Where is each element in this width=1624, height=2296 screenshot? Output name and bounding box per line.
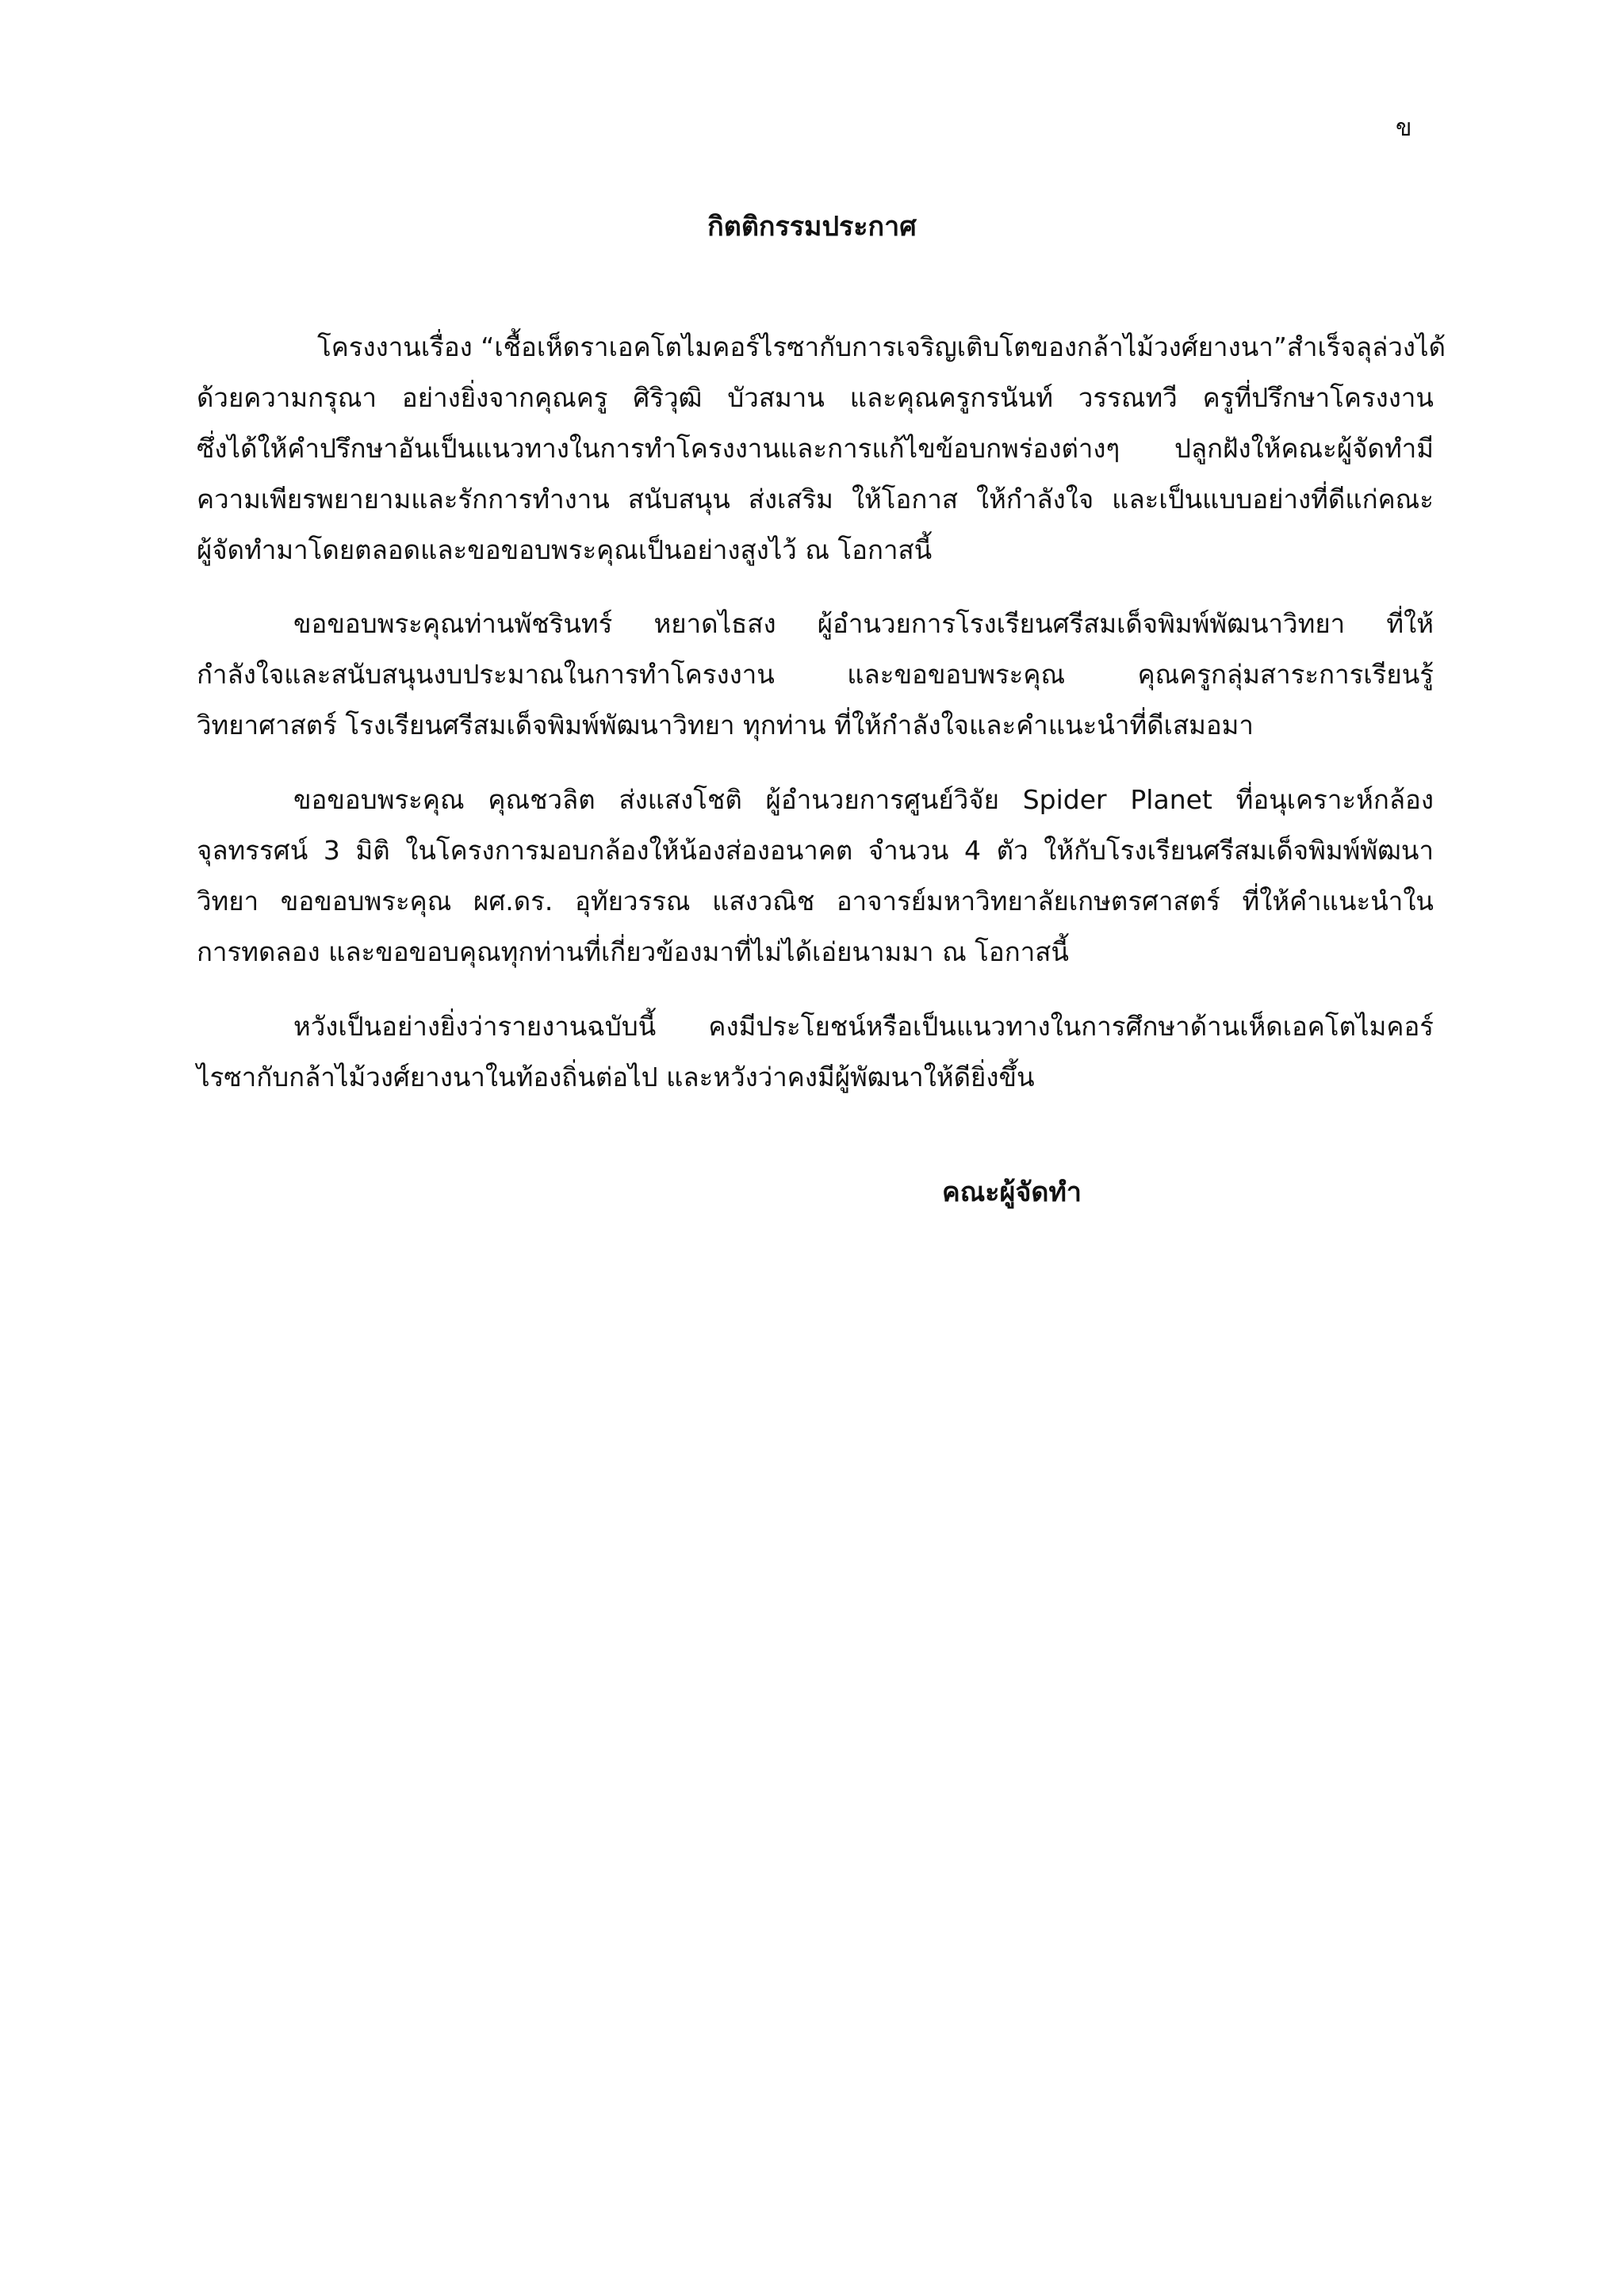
text-line: โครงงานเรื่อง “เชื้อเห็ดราเอคโตไมคอร์ไรซากับการเจริญเติบโตของกล้าไม้วงศ์ยางนา”สำเร็จลุล่วงได้ — [317, 331, 1446, 362]
page-title: กิตติกรรมประกาศ — [707, 211, 917, 243]
text-line: ด้วยความกรุณา อย่างยิ่งจากคุณครู ศิริวุฒิ บัวสมาน และคุณครูกรนันท์ วรรณทวี ครูที่ปรึกษาโครงงาน — [197, 382, 1434, 413]
text-line: วิทยาศาสตร์ โรงเรียนศรีสมเด็จพิมพ์พัฒนาวิทยา ทุกท่าน ที่ให้กำลังใจและคำแนะนำที่ดีเสมอมา — [197, 710, 1254, 740]
text-line: กำลังใจและสนับสนุนงบประมาณในการทำโครงงาน และขอขอบพระคุณ คุณครูกลุ่มสาระการเรียนรู้ — [197, 659, 1434, 690]
text-line: ความเพียรพยายามและรักการทำงาน สนับสนุน ส่งเสริม ให้โอกาส ให้กำลังใจ และเป็นแบบอย่างที่ดีแก่คณะ — [197, 484, 1434, 515]
text-line: ขอขอบพระคุณ คุณชวลิต ส่งแสงโชติ ผู้อำนวยการศูนย์วิจัย Spider Planet ที่อนุเคราะห์กล้อง — [293, 784, 1434, 815]
text-line: จุลทรรศน์ 3 มิติ ในโครงการมอบกล้องให้น้องส่องอนาคต จำนวน 4 ตัว ให้กับโรงเรียนศรีสมเด็จพิมพ์พัฒนา — [197, 835, 1434, 866]
text-line: ซึ่งได้ให้คำปรึกษาอันเป็นแนวทางในการทำโครงงานและการแก้ไขข้อบกพร่องต่างๆ ปลูกฝังให้คณะผู้จัดทำมี — [197, 433, 1434, 464]
text-line: ขอขอบพระคุณท่านพัชรินทร์ หยาดไธสง ผู้อำนวยการโรงเรียนศรีสมเด็จพิมพ์พัฒนาวิทยา ที่ให้ — [293, 608, 1434, 639]
text-line: ผู้จัดทำมาโดยตลอดและขอขอบพระคุณเป็นอย่างสูงไว้ ณ โอกาสนี้ — [197, 534, 933, 565]
text-line: การทดลอง และขอขอบคุณทุกท่านที่เกี่ยวข้องมาที่ไม่ได้เอ่ยนามมา ณ โอกาสนี้ — [197, 936, 1069, 967]
signature: คณะผู้จัดทำ — [942, 1177, 1082, 1208]
text-line: ไรซากับกล้าไม้วงศ์ยางนาในท้องถิ่นต่อไป และหวังว่าคงมีผู้พัฒนาให้ดียิ่งขึ้น — [197, 1062, 1035, 1093]
text-line: วิทยา ขอขอบพระคุณ ผศ.ดร. อุทัยวรรณ แสงวณิช อาจารย์มหาวิทยาลัยเกษตรศาสตร์ ที่ให้คำแนะนำใน — [197, 886, 1434, 916]
page-number: ข — [1396, 114, 1412, 142]
text-line: หวังเป็นอย่างยิ่งว่ารายงานฉบับนี้ คงมีประโยชน์หรือเป็นแนวทางในการศึกษาด้านเห็ดเอคโตไมคอร์ — [293, 1011, 1434, 1042]
